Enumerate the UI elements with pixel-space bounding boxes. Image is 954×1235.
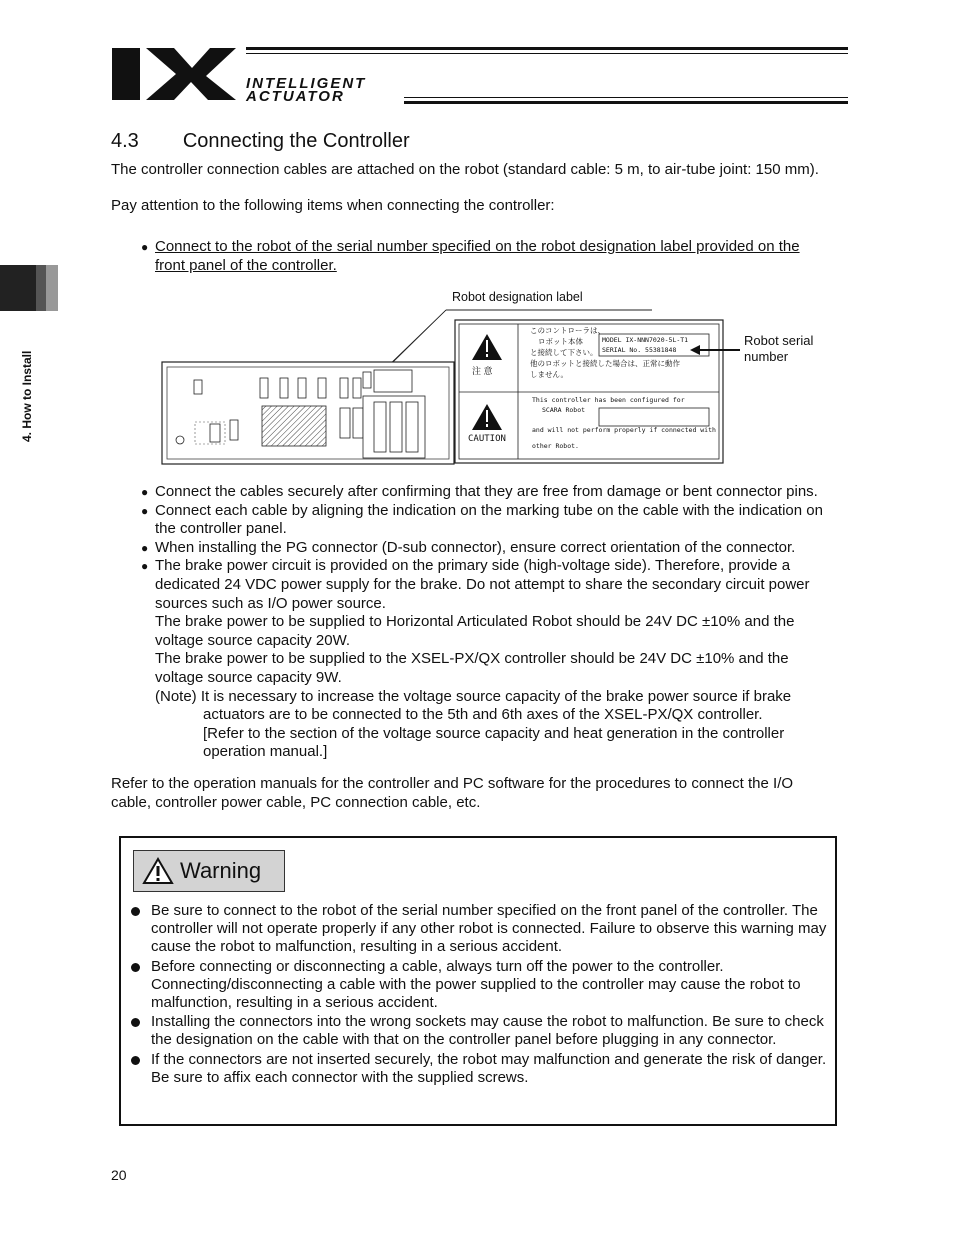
section-heading [111,130,410,153]
warning-box [119,836,837,1126]
attention-paragraph: Pay attention to the following items when connecting the controller: [111,197,555,214]
header-rule-bottom-1 [404,97,848,98]
list-item: Before connecting or disconnecting a cable, always turn off the power to the controller. Connecting/disconnecting a cable with the power supplied to the controller may cause the robot to malfunction, resulting in a serious accident. [131,958,831,1012]
section-title: Connecting the Controller [182,130,410,152]
list-item: ● Connect to the robot of the serial number specified on the robot designation label provided on the front panel of the controller. [141,238,800,274]
chapter-tab-label: 4. How to Install [20,350,34,442]
label-model-serial: MODEL IX-NNN7020-5L-T1 SERIAL No. 55381848 [602,336,689,354]
controller-figure [150,284,870,469]
brand-line2: ACTUATOR [246,88,345,105]
connection-bullet-list [139,483,859,762]
ix-logo [112,46,236,102]
list-item: Be sure to connect to the robot of the serial number specified on the front panel of the controller. The controller will not operate properly if any other robot is connected. Failure to observe this warning may cause the robot to malfunction, resulting in a serious accident. [131,902,831,956]
warning-triangle-icon [142,857,174,885]
brand-line1: INTELLIGENT [246,75,367,92]
header-rule-top-1 [246,47,848,50]
refer-paragraph: Refer to the operation manuals for the controller and PC software for the procedures to connect the I/O cable, controller power cable, PC connection cable, etc. [111,775,794,811]
callout-designation-label: Robot designation label [452,290,583,304]
underlined-bullet-list [139,238,859,275]
label-en-caution: CAUTION [468,434,506,444]
list-item: ● Connect each cable by aligning the indication on the marking tube on the cable with the indication on the controller panel. [141,501,823,538]
page-number: 20 [111,1167,127,1183]
header-rule-bottom-2 [404,101,848,104]
list-item: Installing the connectors into the wrong sockets may cause the robot to malfunction. Be sure to check the designation on the cable with that on the controller panel before plugging in any connector. [131,1013,831,1049]
controller-panel [162,362,454,464]
label-jp-text: このコントローラは、 ロボット本体 と接続して下さい。 他のロボットと接続した場合は、正常に動作 しません。 [530,326,680,379]
header-rule-top-2 [246,53,848,54]
label-jp-caution: 注 意 [472,366,493,376]
callout-serial: Robot serial number [744,333,814,364]
section-number: 4.3 [111,130,139,152]
warning-list [131,902,831,1088]
list-item: ● Connect the cables securely after confirming that they are free from damage or bent connector pins. [141,483,818,500]
label-en-text: This controller has been configured for SCARA Robot and will not perform properly if connected with other Robot. [532,396,716,450]
chapter-tab [0,265,58,311]
warning-title: Warning [133,850,285,892]
list-item: ● When installing the PG connector (D-sub connector), ensure correct orientation of the connector. [141,538,796,556]
list-item: ● The brake power circuit is provided on the primary side (high-voltage side). Therefore, provide a dedicated 24 VDC power supply for the brake. Do not attempt to share the secondary circuit power sources such as I/O power source. The brake power to be supplied to Horizontal Articulated Robot should be 24V DC ±10% and the voltage source capacity 20W. The brake power to be supplied to the XSEL-PX/QX controller should be 24V DC ±10% and the voltage source capacity 9W. (Note) It is necessary to increase the voltage source capacity of the brake power source if brake actuators are to be connected to the 5th and 6th axes of the XSEL-PX/QX controller. [Refer to the section of the voltage source capacity and heat generation in the controller operation manual.] [141,557,810,761]
list-item: If the connectors are not inserted securely, the robot may malfunction and generate the risk of danger. Be sure to affix each connector with the supplied screws. [131,1051,831,1087]
intro-paragraph: The controller connection cables are attached on the robot (standard cable: 5 m, to air-tube joint: 150 mm). [111,161,819,178]
